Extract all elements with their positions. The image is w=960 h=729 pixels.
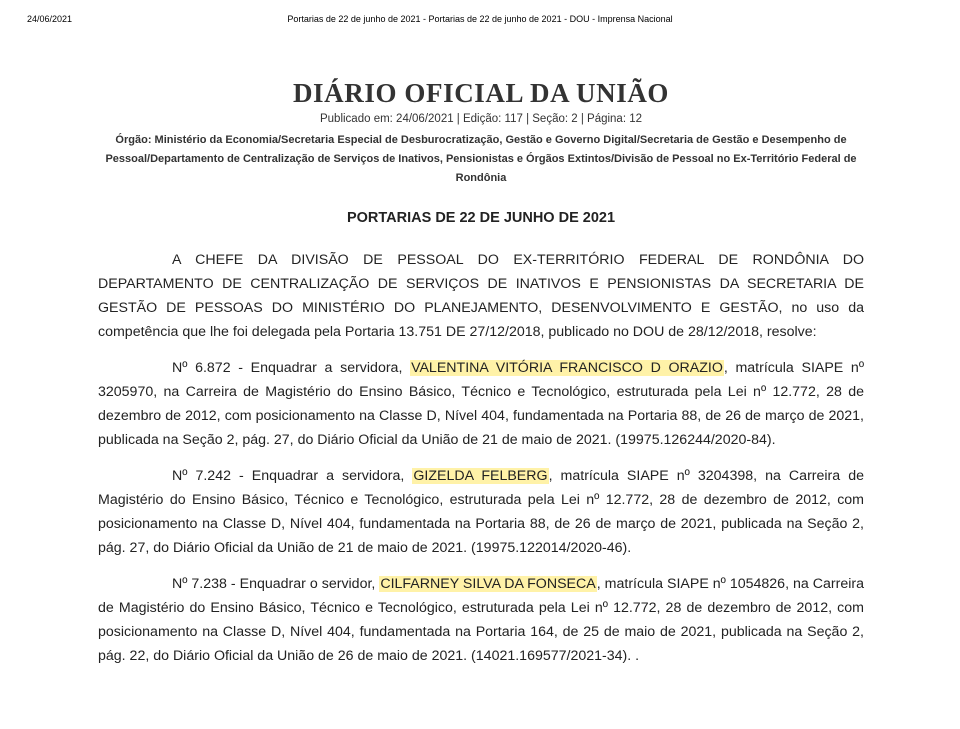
- publication-info: Publicado em: 24/06/2021 | Edição: 117 | Seção: 2 | Página: 12: [319, 113, 643, 125]
- document-body: [98, 72, 864, 680]
- portaria-item: [98, 356, 864, 452]
- portaria-item: [98, 572, 864, 668]
- print-page-title: Portarias de 22 de junho de 2021 - Portarias de 22 de junho de 2021 - DOU - Imprensa Nacional: [287, 14, 673, 24]
- masthead: DIÁRIO OFICIAL DA UNIÃO: [292, 78, 670, 108]
- item-text: , matrícula SIAPE nº 3205970, na Carreira de Magistério do Ensino Básico, Técnico e Tecnológico, estruturada pela Lei nº 12.772, 28 de dezembro de 2012, com posicionamento na Classe D, Nível 404, fundamentada na Portaria 88, de 26 de março de 2021, publicada na Seção 2, pág. 27, do Diário Oficial da União de 21 de maio de 2021. (19975.126244/2020-84).: [98, 360, 865, 448]
- print-header: [0, 14, 960, 30]
- item-prefix: Nº 7.242 - Enquadrar a servidora,: [172, 468, 413, 484]
- item-prefix: Nº 7.238 - Enquadrar o servidor,: [172, 576, 380, 592]
- orgao-line: Órgão: Ministério da Economia/Secretaria Especial de Desburocratização, Gestão e Governo Digital/Secretaria de Gestão e Desempenho de Pessoal/Departamento de Centralização de Serviços de Inativos, Pensionistas e Órgãos Extintos/Divisão de Pessoal no Ex-Território Federal de Rondônia: [105, 134, 857, 184]
- highlighted-name: VALENTINA VITÓRIA FRANCISCO D ORAZIO: [411, 360, 723, 376]
- portaria-item: [98, 464, 864, 560]
- item-prefix: Nº 6.872 - Enquadrar a servidora,: [172, 360, 411, 376]
- preamble: A CHEFE DA DIVISÃO DE PESSOAL DO EX-TERRITÓRIO FEDERAL DE RONDÔNIA DO DEPARTAMENTO DE CENTRALIZAÇÃO DE SERVIÇOS DE INATIVOS E PENSIONISTAS DA SECRETARIA DE GESTÃO DE PESSOAS DO MINISTÉRIO DO PLANEJAMENTO, DESENVOLVIMENTO E GESTÃO, no uso da competência que lhe foi delegada pela Portaria 13.751 DE 27/12/2018, publicado no DOU de 28/12/2018, resolve:: [98, 252, 864, 340]
- act-title: PORTARIAS DE 22 DE JUNHO DE 2021: [346, 210, 616, 226]
- item-text: , matrícula SIAPE nº 1054826, na Carreira de Magistério do Ensino Básico, Técnico e Tecnológico, estruturada pela Lei nº 12.772, 28 de dezembro de 2012, com posicionamento na Classe D, Nível 404, fundamentada na Portaria 164, de 25 de maio de 2021, publicada na Seção 2, pág. 22, do Diário Oficial da União de 26 de maio de 2021. (14021.169577/2021-34). .: [98, 576, 865, 664]
- highlighted-name: CILFARNEY SILVA DA FONSECA: [380, 576, 596, 592]
- highlighted-name: GIZELDA FELBERG: [413, 468, 548, 484]
- print-date: 24/06/2021: [27, 14, 73, 24]
- item-text: , matrícula SIAPE nº 3204398, na Carreira de Magistério do Ensino Básico, Técnico e Tecnológico, estruturada pela Lei nº 12.772, 28 de dezembro de 2012, com posicionamento na Classe D, Nível 404, fundamentada na Portaria 88, de 26 de março de 2021, publicada na Seção 2, pág. 27, do Diário Oficial da União de 21 de maio de 2021. (19975.122014/2020-46).: [98, 468, 864, 556]
